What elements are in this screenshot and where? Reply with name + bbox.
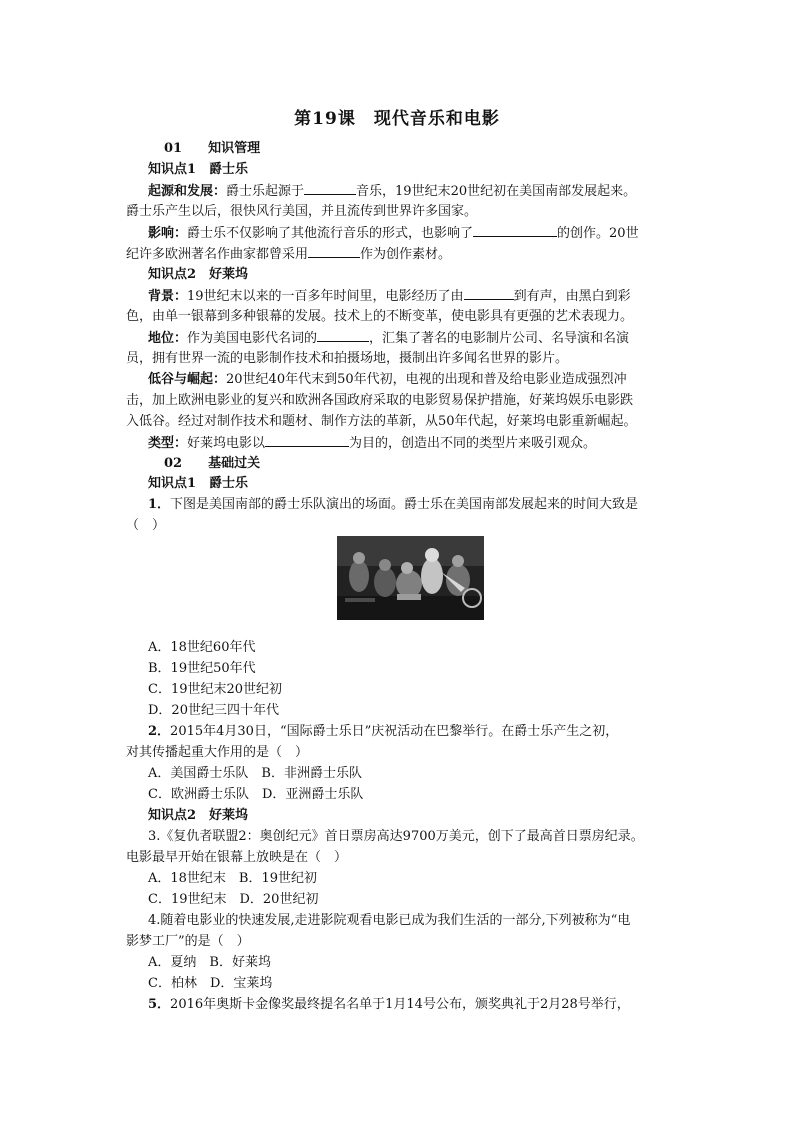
question-1-option-b: B．19世纪50年代 — [148, 661, 256, 676]
answer-blank[interactable] — [317, 327, 369, 342]
jazz-band-illustration — [337, 536, 484, 620]
question-5-number: 5． — [148, 997, 171, 1012]
question-5-line-1 — [148, 994, 682, 1015]
origin-line-1 — [148, 180, 682, 202]
question-2-options-ab: A．美国爵士乐队 B．非洲爵士乐队 — [148, 766, 362, 781]
question-1-option-d: D．20世纪三四十年代 — [148, 703, 279, 718]
background-text-a: 19世纪末以来的一百多年时间里，电影经历了由 — [187, 289, 464, 304]
low-rise-line-2: 击，加上欧洲电影业的复兴和欧洲各国政府采取的电影贸易保护措施，好莱坞娱乐电影跌 — [126, 393, 634, 408]
influence-text-c: 纪许多欧洲著名作曲家都曾采用 — [126, 247, 309, 262]
question-4-line-1: 4.随着电影业的快速发展,走进影院观看电影已成为我们生活的一部分,下列被称为“电 — [148, 913, 631, 928]
question-4-options-ab: A．夏纳 B．好莱坞 — [148, 955, 271, 970]
influence-text-d: 作为创作素材。 — [360, 247, 452, 262]
origin-text-b: 音乐，19世纪末20世纪初在美国南部发展起来。 — [356, 184, 637, 199]
position-line-1 — [148, 327, 682, 349]
section-heading-basics: 02 基础过关 — [164, 456, 261, 471]
question-3-options-cd: C．19世纪末 D．20世纪初 — [148, 892, 319, 907]
question-1-number: 1． — [148, 497, 171, 512]
background-line-2: 色，由单一银幕到多种银幕的发展。技术上的不断变革，使电影具有更强的艺术表现力。 — [126, 309, 634, 324]
question-1-stem: 下图是美国南部的爵士乐队演出的场面。爵士乐在美国南部发展起来的时间大致是 — [170, 497, 639, 512]
answer-blank[interactable] — [265, 432, 349, 447]
section-heading-knowledge: 01 知识管理 — [164, 141, 261, 156]
question-1-line-1 — [148, 494, 682, 515]
influence-label: 影响： — [148, 226, 188, 241]
question-3-line-2: 电影最早开始在银幕上放映是在（ ） — [126, 850, 348, 865]
influence-text-a: 爵士乐不仅影响了其他流行音乐的形式，也影响了 — [187, 226, 474, 241]
question-1-line-2: （ ） — [126, 518, 166, 533]
type-line — [148, 432, 682, 454]
type-text-a: 好莱坞电影以 — [187, 436, 266, 451]
answer-blank[interactable] — [464, 285, 514, 300]
low-rise-line-3: 入低谷。经过对制作技术和题材、制作方法的革新，从50年代起，好莱坞电影重新崛起。 — [126, 414, 637, 429]
question-2-line-1 — [148, 721, 682, 742]
question-2-number: 2． — [148, 724, 171, 739]
question-4-options-cd: C．柏林 D．宝莱坞 — [148, 976, 273, 991]
question-2-line-2: 对其传播起重大作用的是（ ） — [126, 745, 309, 760]
type-text-b: 为目的，创造出不同的类型片来吸引观众。 — [349, 436, 597, 451]
low-rise-text-a: 20世纪40年代末到50年代初，电视的出现和普及给电影业造成强烈冲 — [226, 372, 627, 387]
knowledge-point-jazz-2: 知识点1 爵士乐 — [148, 476, 249, 491]
origin-line-2: 爵士乐产生以后，很快风行美国，并且流传到世界许多国家。 — [126, 204, 478, 219]
question-4-line-2: 影梦工厂”的是（ ） — [126, 934, 250, 949]
position-text-b: ，汇集了著名的电影制片公司、名导演和名演 — [369, 331, 630, 346]
question-3-line-1: 3.《复仇者联盟2：奥创纪元》首日票房高达9700万美元，创下了最高首日票房纪录。 — [148, 829, 644, 844]
question-3-options-ab: A．18世纪末 B．19世纪初 — [148, 871, 318, 886]
question-5-stem: 2016年奥斯卡金像奖最终提名名单于1月14号公布，颁奖典礼于2月28号举行， — [170, 997, 630, 1012]
jazz-band-photo — [337, 536, 484, 620]
knowledge-point-hollywood: 知识点2 好莱坞 — [148, 267, 249, 282]
answer-blank[interactable] — [473, 222, 557, 237]
origin-label: 起源和发展： — [148, 184, 227, 199]
type-label: 类型： — [148, 436, 188, 451]
influence-line-2 — [126, 243, 682, 265]
question-1-option-a: A．18世纪60年代 — [148, 640, 256, 655]
background-line-1 — [148, 285, 682, 307]
origin-text-a: 爵士乐起源于 — [226, 184, 305, 199]
answer-blank[interactable] — [304, 180, 356, 195]
knowledge-point-hollywood-2: 知识点2 好莱坞 — [148, 808, 249, 823]
position-line-2: 员，拥有世界一流的电影制作技术和拍摄场地，摄制出许多闻名世界的影片。 — [126, 351, 569, 366]
low-rise-line-1 — [148, 369, 682, 390]
position-label: 地位： — [148, 331, 188, 346]
background-text-b: 到有声，由黑白到彩 — [513, 289, 631, 304]
question-1-option-c: C．19世纪末20世纪初 — [148, 682, 283, 697]
knowledge-point-jazz: 知识点1 爵士乐 — [148, 162, 249, 177]
background-label: 背景： — [148, 289, 188, 304]
answer-blank[interactable] — [308, 243, 360, 258]
question-2-stem: 2015年4月30日，“国际爵士乐日”庆祝活动在巴黎举行。在爵士乐产生之初， — [170, 724, 619, 739]
question-2-options-cd: C．欧洲爵士乐队 D．亚洲爵士乐队 — [148, 787, 364, 802]
lesson-title: 第19课 现代音乐和电影 — [294, 109, 500, 129]
low-rise-label: 低谷与崛起： — [148, 372, 227, 387]
influence-line-1 — [148, 222, 682, 244]
influence-text-b: 的创作。20世 — [557, 226, 639, 241]
position-text-a: 作为美国电影代名词的 — [187, 331, 318, 346]
